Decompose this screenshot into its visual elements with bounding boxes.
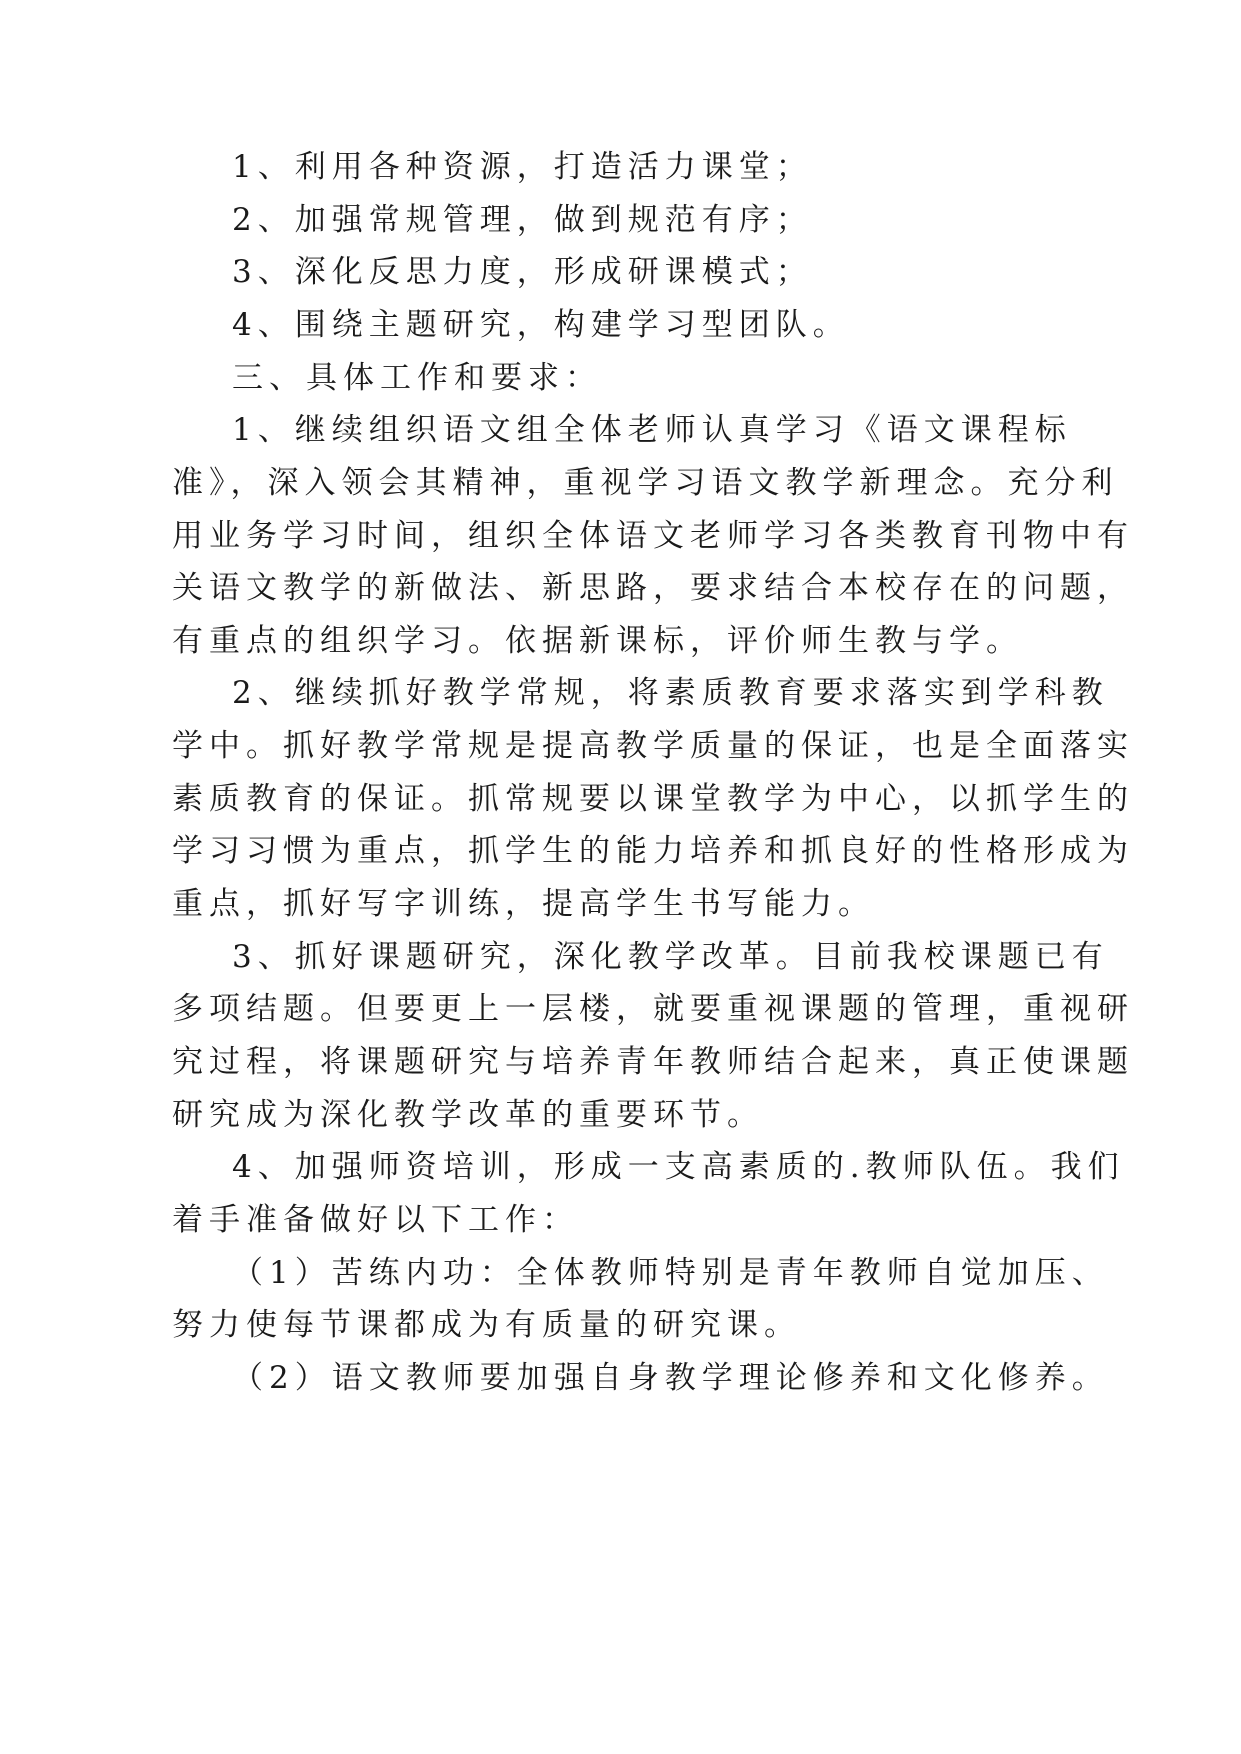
item1-line-5: 有重点的组织学习。依据新课标，评价师生教与学。 xyxy=(172,623,1023,659)
item4-line-1: 4、加强师资培训，形成一支高素质的.教师队伍。我们 xyxy=(232,1149,1125,1185)
goal-2: 2、加强常规管理，做到规范有序； xyxy=(232,202,813,238)
sub1-line-2: 努力使每节课都成为有质量的研究课。 xyxy=(172,1307,801,1343)
item1-line-4: 关语文教学的新做法、新思路，要求结合本校存在的问题， xyxy=(172,570,1134,606)
item2-line-4: 学习习惯为重点，抓学生的能力培养和抓良好的性格形成为 xyxy=(172,833,1134,869)
item3-line-3: 究过程，将课题研究与培养青年教师结合起来，真正使课题 xyxy=(172,1044,1134,1080)
item3-line-4: 研究成为深化教学改革的重要环节。 xyxy=(172,1097,764,1133)
item1-line-3: 用业务学习时间，组织全体语文老师学习各类教育刊物中有 xyxy=(172,518,1134,554)
item2-line-2: 学中。抓好教学常规是提高教学质量的保证，也是全面落实 xyxy=(172,728,1134,764)
item3-line-1: 3、抓好课题研究，深化教学改革。目前我校课题已有 xyxy=(232,939,1109,975)
item2-line-1: 2、继续抓好教学常规，将素质教育要求落实到学科教 xyxy=(232,675,1109,711)
goal-1: 1、利用各种资源，打造活力课堂； xyxy=(232,149,813,185)
sub1-line-1: （1）苦练内功：全体教师特别是青年教师自觉加压、 xyxy=(232,1255,1109,1291)
section-heading: 三、具体工作和要求： xyxy=(232,360,602,396)
sub2-line-1: （2）语文教师要加强自身教学理论修养和文化修养。 xyxy=(232,1360,1109,1396)
item3-line-2: 多项结题。但要更上一层楼，就要重视课题的管理，重视研 xyxy=(172,991,1134,1027)
item2-line-3: 素质教育的保证。抓常规要以课堂教学为中心，以抓学生的 xyxy=(172,781,1134,817)
item4-line-2: 着手准备做好以下工作： xyxy=(172,1202,579,1238)
goal-4: 4、围绕主题研究，构建学习型团队。 xyxy=(232,307,850,343)
item1-line-2: 准》，深入领会其精神，重视学习语文教学新理念。充分利 xyxy=(172,465,1119,501)
item1-line-1: 1、继续组织语文组全体老师认真学习《语文课程标 xyxy=(232,412,1072,448)
item2-line-5: 重点，抓好写字训练，提高学生书写能力。 xyxy=(172,886,875,922)
goal-3: 3、深化反思力度，形成研课模式； xyxy=(232,254,813,290)
